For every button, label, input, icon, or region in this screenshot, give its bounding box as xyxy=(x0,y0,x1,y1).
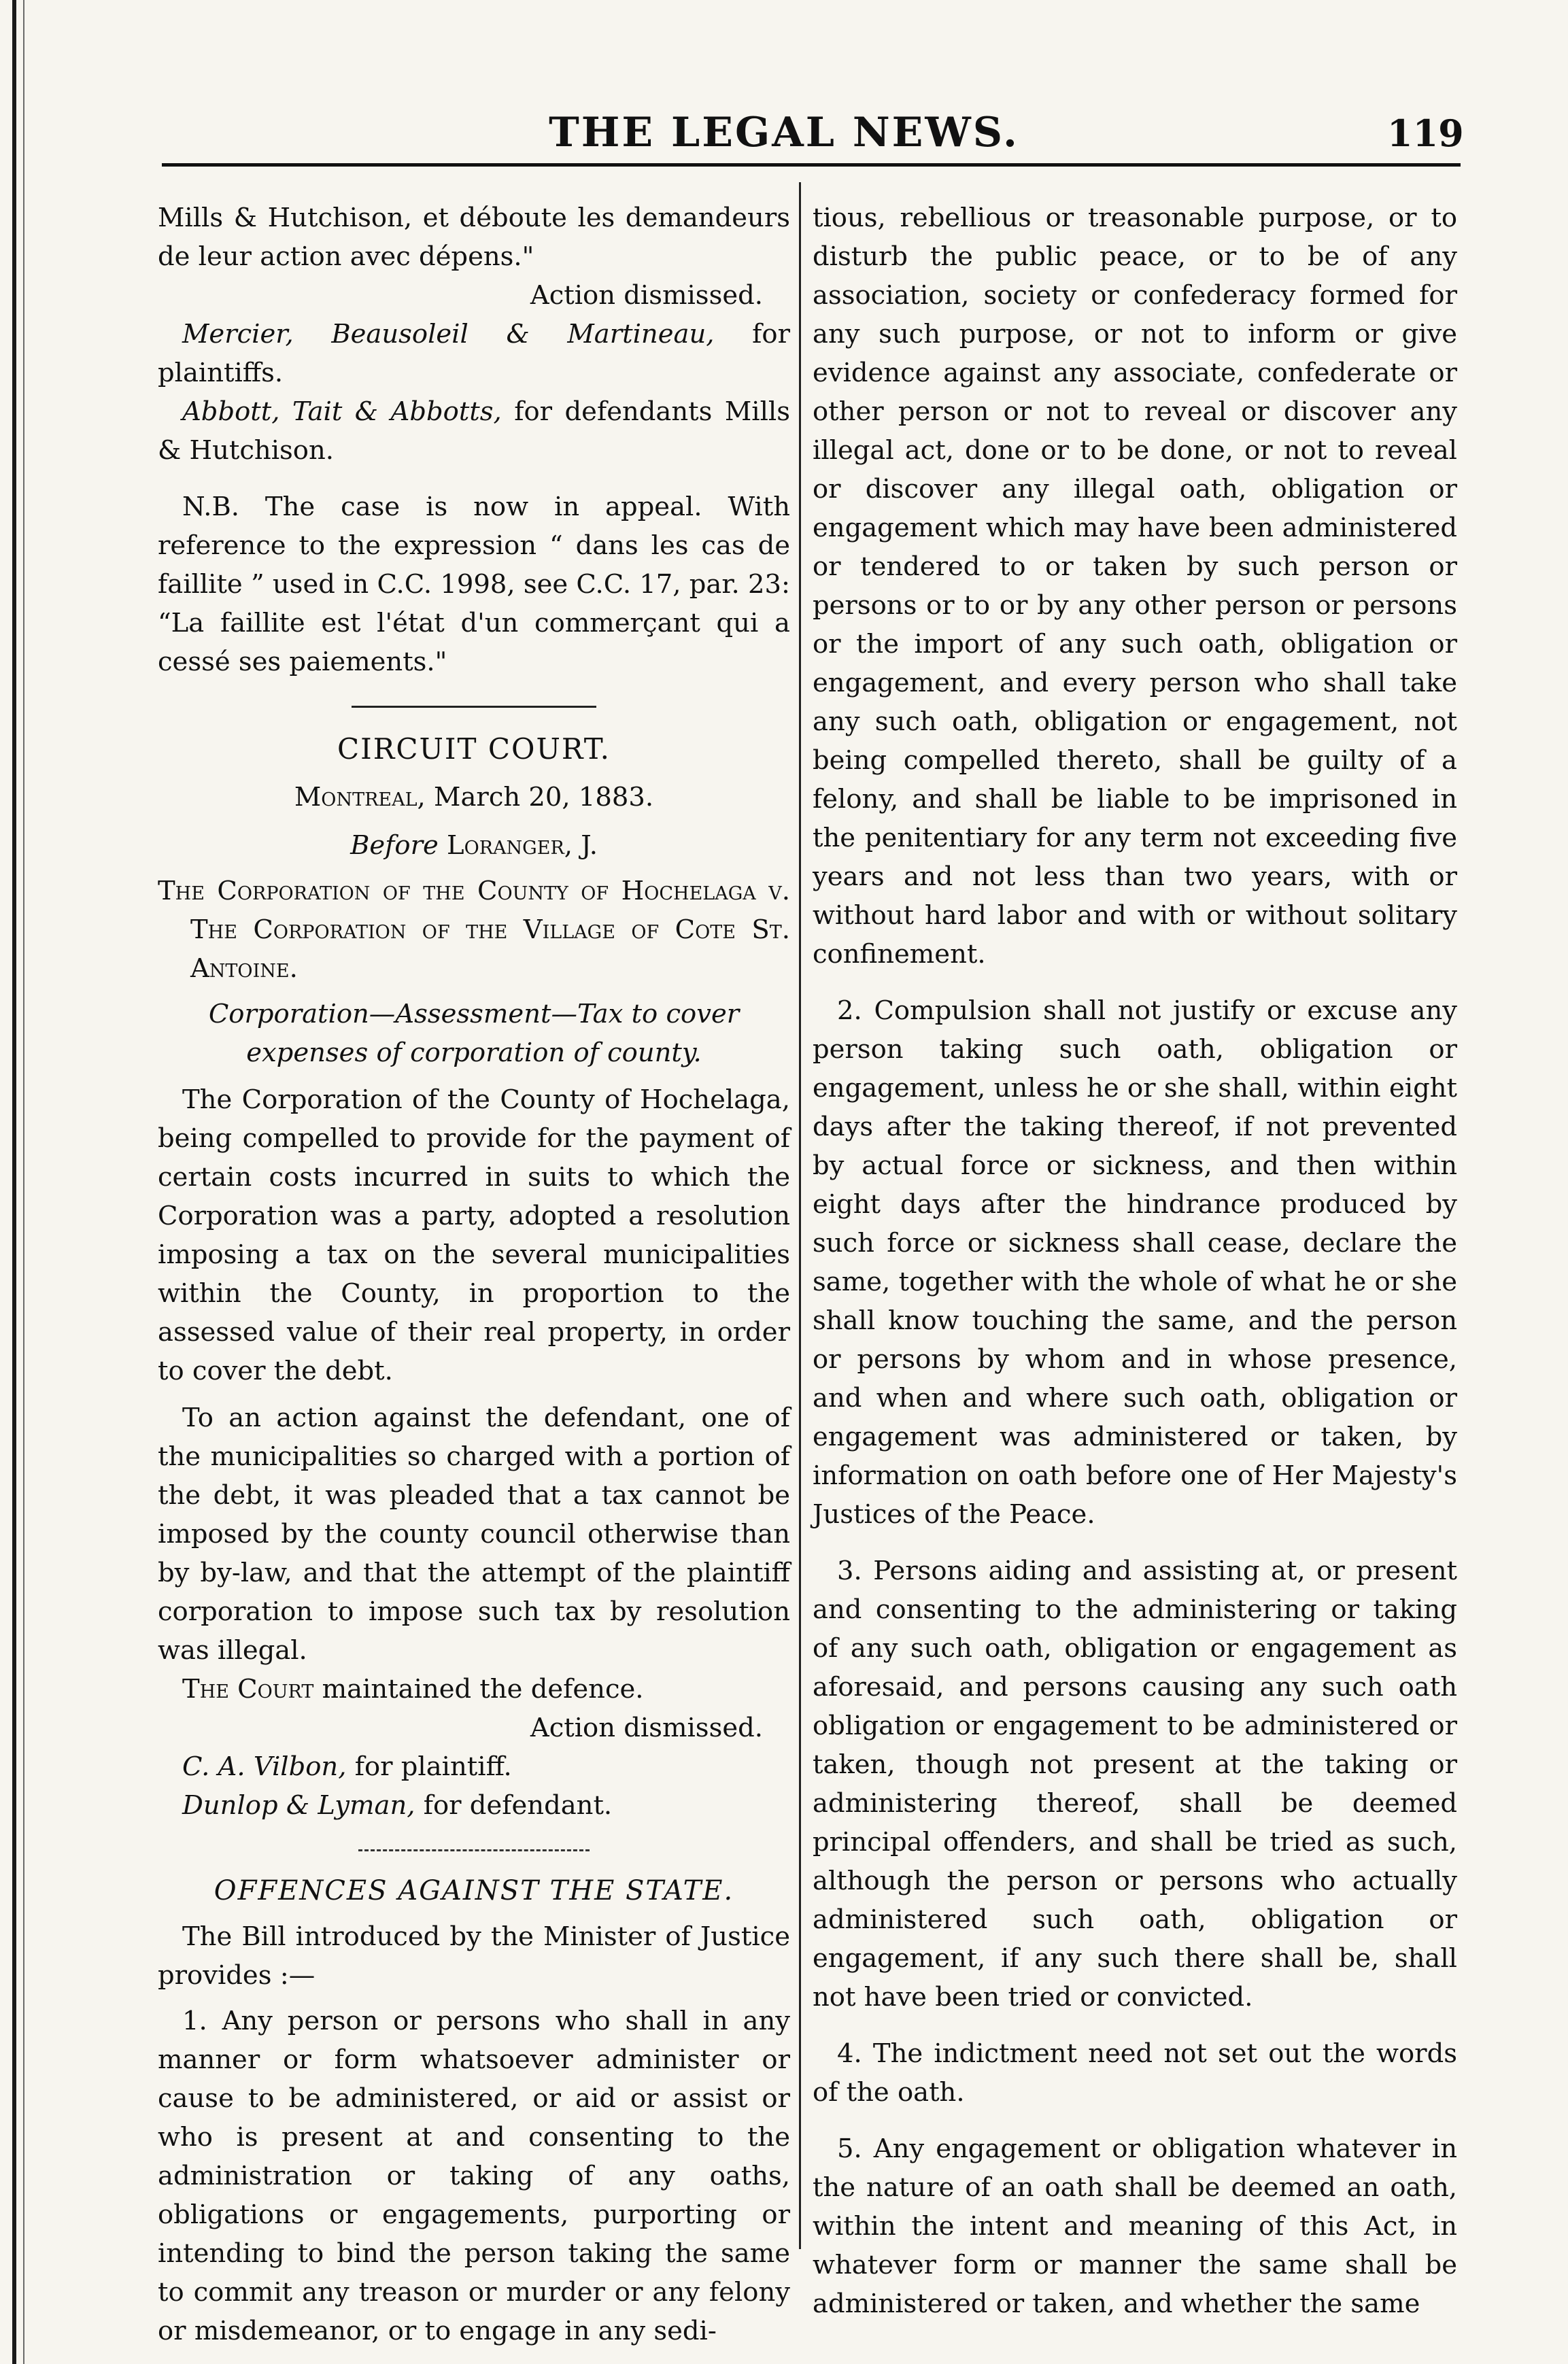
decision-text: maintained the defence. xyxy=(322,1674,644,1705)
facts-paragraph: The Corporation of the County of Hochelaga, being compelled to provide for the payment of certain costs incurred in suits to which the Corporation was a party, adopted a resolution imposing a tax on the several municipalities within the County, in proportion to the assessed value of their real property, in order to cover the debt. xyxy=(158,1084,790,1386)
court-dateline xyxy=(158,778,790,817)
section-5: 5. Any engagement or obligation whatever in the nature of an oath shall be deemed an oath, within the intent and meaning of this Act, in whatever form or manner the same shall be administered or taken, and whether the same xyxy=(813,2134,1457,2319)
court-heading: CIRCUIT COURT. xyxy=(337,732,611,766)
case-title: The Corporation of the County of Hochelaga v. The Corporation of the Village of Cote St. Antoine. xyxy=(158,876,790,984)
column-divider xyxy=(799,182,801,2249)
counsel-names: Abbott, Tait & Abbotts, xyxy=(182,396,502,427)
counsel-line xyxy=(158,392,790,470)
right-column xyxy=(813,199,1457,2323)
section-3: 3. Persons aiding and assisting at, or present and consenting to the administering or taking of any such oath, obligation or engagement as aforesaid, and persons causing any such oath obligation or engagement to be administered or taken, though not present at the taking or administering thereof, shall be deemed principal offenders, and shall be tried as such, although the person or persons who actually administered such oath, obligation or engagement, if any such there shall be, shall not have been tried or convicted. xyxy=(813,1556,1457,2012)
before-label: Before xyxy=(350,830,439,861)
bill-intro: The Bill introduced by the Minister of Justice provides :— xyxy=(158,1921,790,1991)
section-1: 1. Any person or persons who shall in any manner or form whatsoever administer or cause to be administered, or aid or assist or who is present at and consenting to the administration or taking of any oaths, obligations or engagements, purporting or intending to bind the person taking the same to commit any treason or murder or any felony or misdemeanor, or to engage in any sedi- xyxy=(158,2006,790,2346)
note-paragraph: N.B. The case is now in appeal. With reference to the expression “ dans les cas de faillite ” used in C.C. 1998, see C.C. 17, par. 23: “La faillite est l'état d'un commerçant qui a cessé ses paiements." xyxy=(158,492,790,677)
court-date: March 20, 1883. xyxy=(434,782,654,812)
section-4: 4. The indictment need not set out the words of the oath. xyxy=(813,2038,1457,2108)
page-number: 119 xyxy=(1387,112,1464,155)
page-edge-shadow xyxy=(23,0,24,2364)
section-rule-dotted xyxy=(358,1849,590,1851)
section-2: 2. Compulsion shall not justify or excuse any person taking such oath, obligation or engagement, unless he or she shall, within eight days after the taking thereof, if not prevented by actual force or sickness, and then within eight days after the hindrance produced by such force or sickness shall cease, declare the same, together with the whole of what he or she shall know touching the same, and the person or persons by whom and in whose presence, and when and where such oath, obligation or engagement was administered or taken, by information on oath before one of Her Majesty's Justices of the Peace. xyxy=(813,995,1457,1530)
running-head: THE LEGAL NEWS. xyxy=(549,109,1019,156)
counsel-role: for defendants Mills & Hutchison. xyxy=(158,396,790,466)
court-word: The Court xyxy=(182,1674,314,1705)
section-1-continued: tious, rebellious or treasonable purpose, or to disturb the public peace, or to be of any association, society or confederacy formed for any such purpose, or not to inform or give evidence against any associate, confederate or other person or not to reveal or discover any illegal act, done or to be done, or not to reveal or discover any illegal oath, obligation or engagement which may have been administered or tendered to or taken by such person or persons or to or by any other person or persons or the import of any such oath, obligation or engagement, and every person who shall take any such oath, obligation or engagement, not being compelled thereto, shall be guilty of a felony, and shall be liable to be imprisoned in the penitentiary for any term not exceeding five years and not less than two years, with or without hard labor and with or without solitary confinement. xyxy=(813,203,1457,970)
counsel-role: for defendant. xyxy=(423,1790,613,1821)
result-line: Action dismissed. xyxy=(530,280,763,311)
judge-name: Loranger, J. xyxy=(447,830,598,861)
judge-line xyxy=(158,826,790,865)
counsel-line xyxy=(158,1786,790,1825)
counsel-names: Dunlop & Lyman, xyxy=(182,1790,415,1821)
header-rule xyxy=(162,163,1461,167)
counsel-names: Mercier, Beausoleil & Martineau, xyxy=(182,319,715,349)
court-place: Montreal, xyxy=(294,782,426,812)
headnote: Corporation—Assessment—Tax to cover expenses of corporation of county. xyxy=(208,999,740,1068)
counsel-line xyxy=(158,1747,790,1786)
section-rule xyxy=(352,706,596,708)
decision-line xyxy=(158,1670,790,1709)
page-edge xyxy=(12,0,16,2364)
counsel-role: for plaintiff. xyxy=(354,1751,512,1782)
paragraph-judgment-end: Mills & Hutchison, et déboute les demandeurs de leur action avec dépens." xyxy=(158,203,790,272)
result-line: Action dismissed. xyxy=(530,1713,763,1743)
left-column xyxy=(158,199,790,2350)
pleading-paragraph: To an action against the defendant, one of the municipalities so charged with a portion of the debt, it was pleaded that a tax cannot be imposed by the county council otherwise than by by-law, and that the attempt of the plaintiff corporation to impose such tax by resolution was illegal. xyxy=(158,1403,790,1666)
counsel-role: for plaintiffs. xyxy=(158,319,790,388)
counsel-line xyxy=(158,315,790,392)
counsel-names: C. A. Vilbon, xyxy=(182,1751,347,1782)
offences-heading: OFFENCES AGAINST THE STATE. xyxy=(214,1875,734,1906)
